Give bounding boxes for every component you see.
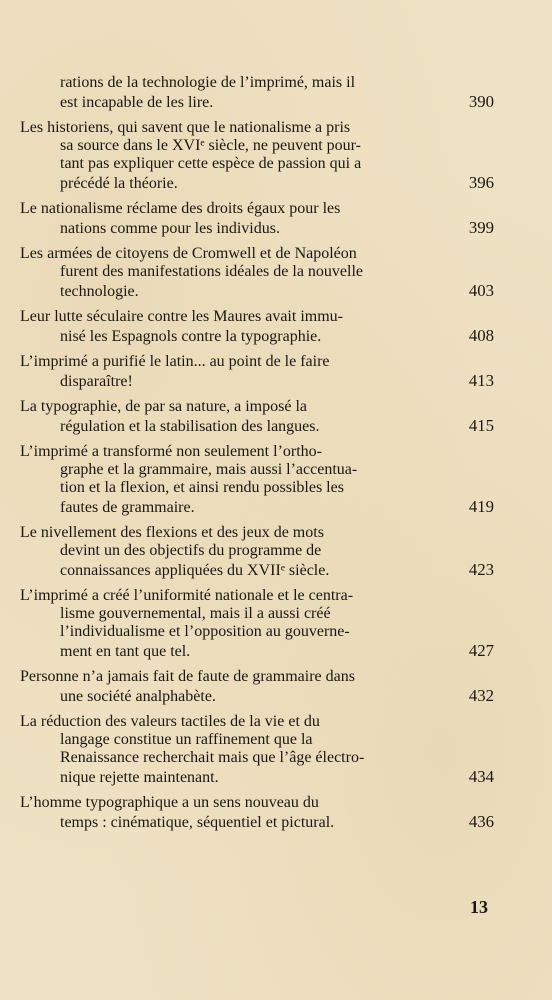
toc-entry-text: régulation et la stabilisation des langues.: [60, 418, 320, 435]
toc-entry-text: L’imprimé a créé l’uniformité nationale et le centra-: [20, 587, 354, 604]
toc-entry-line: [20, 731, 494, 749]
toc-entry-text: tant pas expliquer cette espèce de passion qui a: [60, 155, 362, 172]
toc-entry-text: temps : cinématique, séquentiel et pictural.: [60, 814, 335, 831]
toc-entry-line: [20, 524, 494, 542]
toc-entry-text: une société analphabète.: [60, 688, 216, 705]
toc-entry-line: [20, 641, 494, 661]
toc-entry-line: [20, 686, 494, 706]
toc-page-number: 413: [468, 371, 494, 390]
toc-entry-line: [20, 623, 494, 641]
toc-entry-text: rations de la technologie de l’imprimé, mais il: [60, 74, 356, 91]
toc-entry-line: [20, 137, 494, 155]
toc-entry-text: nations comme pour les individus.: [60, 220, 280, 237]
toc-entry-text: tion et la flexion, et ainsi rendu possibles les: [60, 479, 344, 496]
toc-entry-text: technologie.: [60, 283, 139, 300]
toc-entry-text: Personne n’a jamais fait de faute de grammaire dans: [20, 668, 355, 685]
toc-entry-text: La typographie, de par sa nature, a imposé la: [20, 398, 307, 415]
toc-entry-line: [20, 173, 494, 193]
toc-entry: [20, 200, 494, 238]
toc-entry-line: [20, 218, 494, 238]
toc-entry: [20, 794, 494, 832]
toc-entry-text: sa source dans le XVIᵉ siècle, ne peuvent pour-: [60, 137, 362, 154]
toc-page-number: 408: [468, 326, 494, 345]
toc-entry-text: Les armées de citoyens de Cromwell et de Napoléon: [20, 245, 357, 262]
toc-entry-line: [20, 668, 494, 686]
toc-entry-line: [60, 74, 494, 92]
toc-entry-text: L’imprimé a purifié le latin... au point de le faire: [20, 353, 330, 370]
toc-page-number: 419: [468, 497, 494, 516]
toc-entry-text: Les historiens, qui savent que le nationalisme a pris: [20, 119, 351, 136]
toc-entry-line: [20, 371, 494, 391]
toc-entry-text: langage constitue un raffinement que la: [60, 731, 313, 748]
toc-entry: [20, 353, 494, 391]
toc-entry-text: nique rejette maintenant.: [60, 769, 219, 786]
toc-entry: [20, 443, 494, 517]
toc-entry: [20, 713, 494, 787]
toc-entry-line: [20, 200, 494, 218]
toc-entry-text: précédé la théorie.: [60, 175, 178, 192]
toc-entry-text: l’individualisme et l’opposition au gouverne-: [60, 623, 350, 640]
toc-entry-text: L’homme typographique a un sens nouveau du: [20, 794, 319, 811]
toc-entry-text: fautes de grammaire.: [60, 499, 195, 516]
toc-page-number: 423: [468, 560, 494, 579]
toc-entry-line: [20, 479, 494, 497]
toc-entry-line: [20, 542, 494, 560]
toc-entry-text: nisé les Espagnols contre la typographie.: [60, 328, 322, 345]
toc-entry-line: [20, 398, 494, 416]
toc-entry-text: lisme gouvernemental, mais il a aussi créé: [60, 605, 331, 622]
toc-entry-line: [20, 416, 494, 436]
toc-entry: [20, 119, 494, 193]
toc-entry-text: Le nationalisme réclame des droits égaux pour les: [20, 200, 341, 217]
toc-entry-line: [20, 794, 494, 812]
toc-entry-text: ment en tant que tel.: [60, 643, 191, 660]
toc-entry-line: [20, 308, 494, 326]
toc-page-number: 432: [468, 686, 494, 705]
toc-entry-text: connaissances appliquées du XVIIᵉ siècle.: [60, 562, 330, 579]
toc-page-number: 415: [468, 416, 494, 435]
toc-entry-line: [20, 326, 494, 346]
toc-entry-text: Le nivellement des flexions et des jeux de mots: [20, 524, 324, 541]
toc-page-number: 434: [468, 767, 494, 786]
toc-entry-line: [20, 281, 494, 301]
table-of-contents: [20, 74, 494, 839]
toc-entry: [20, 74, 494, 112]
toc-entry-line: [20, 155, 494, 173]
toc-entry-line: [60, 92, 494, 112]
toc-entry-line: [20, 263, 494, 281]
toc-page-number: 396: [468, 173, 494, 192]
toc-page-number: 436: [468, 812, 494, 831]
toc-entry-line: [20, 767, 494, 787]
toc-entry: [20, 398, 494, 436]
toc-entry-line: [20, 560, 494, 580]
toc-entry-text: Leur lutte séculaire contre les Maures avait immu-: [20, 308, 343, 325]
toc-entry-text: furent des manifestations idéales de la nouvelle: [60, 263, 364, 280]
toc-entry-text: La réduction des valeurs tactiles de la vie et du: [20, 713, 320, 730]
toc-entry: [20, 245, 494, 301]
toc-entry-text: L’imprimé a transformé non seulement l’ortho-: [20, 443, 322, 460]
toc-entry-line: [20, 353, 494, 371]
toc-entry-line: [20, 443, 494, 461]
toc-entry-line: [20, 497, 494, 517]
toc-entry-text: graphe et la grammaire, mais aussi l’accentua-: [60, 461, 358, 478]
toc-entry-line: [20, 119, 494, 137]
toc-page-number: 399: [468, 218, 494, 237]
toc-entry-line: [20, 605, 494, 623]
toc-entry-line: [20, 713, 494, 731]
toc-entry: [20, 587, 494, 661]
toc-entry-text: disparaître!: [60, 373, 133, 390]
toc-entry-line: [20, 461, 494, 479]
toc-entry-line: [20, 812, 494, 832]
toc-entry-line: [20, 587, 494, 605]
toc-entry-text: est incapable de les lire.: [60, 94, 214, 111]
toc-entry-text: devint un des objectifs du programme de: [60, 542, 322, 559]
page-number: 13: [470, 897, 488, 917]
toc-entry-line: [20, 749, 494, 767]
toc-page-number: 390: [468, 92, 494, 111]
toc-entry-text: Renaissance recherchait mais que l’âge électro-: [60, 749, 365, 766]
toc-entry-line: [20, 245, 494, 263]
toc-entry: [20, 668, 494, 706]
toc-entry: [20, 524, 494, 580]
toc-page-number: 427: [468, 641, 494, 660]
toc-entry: [20, 308, 494, 346]
toc-page-number: 403: [468, 281, 494, 300]
